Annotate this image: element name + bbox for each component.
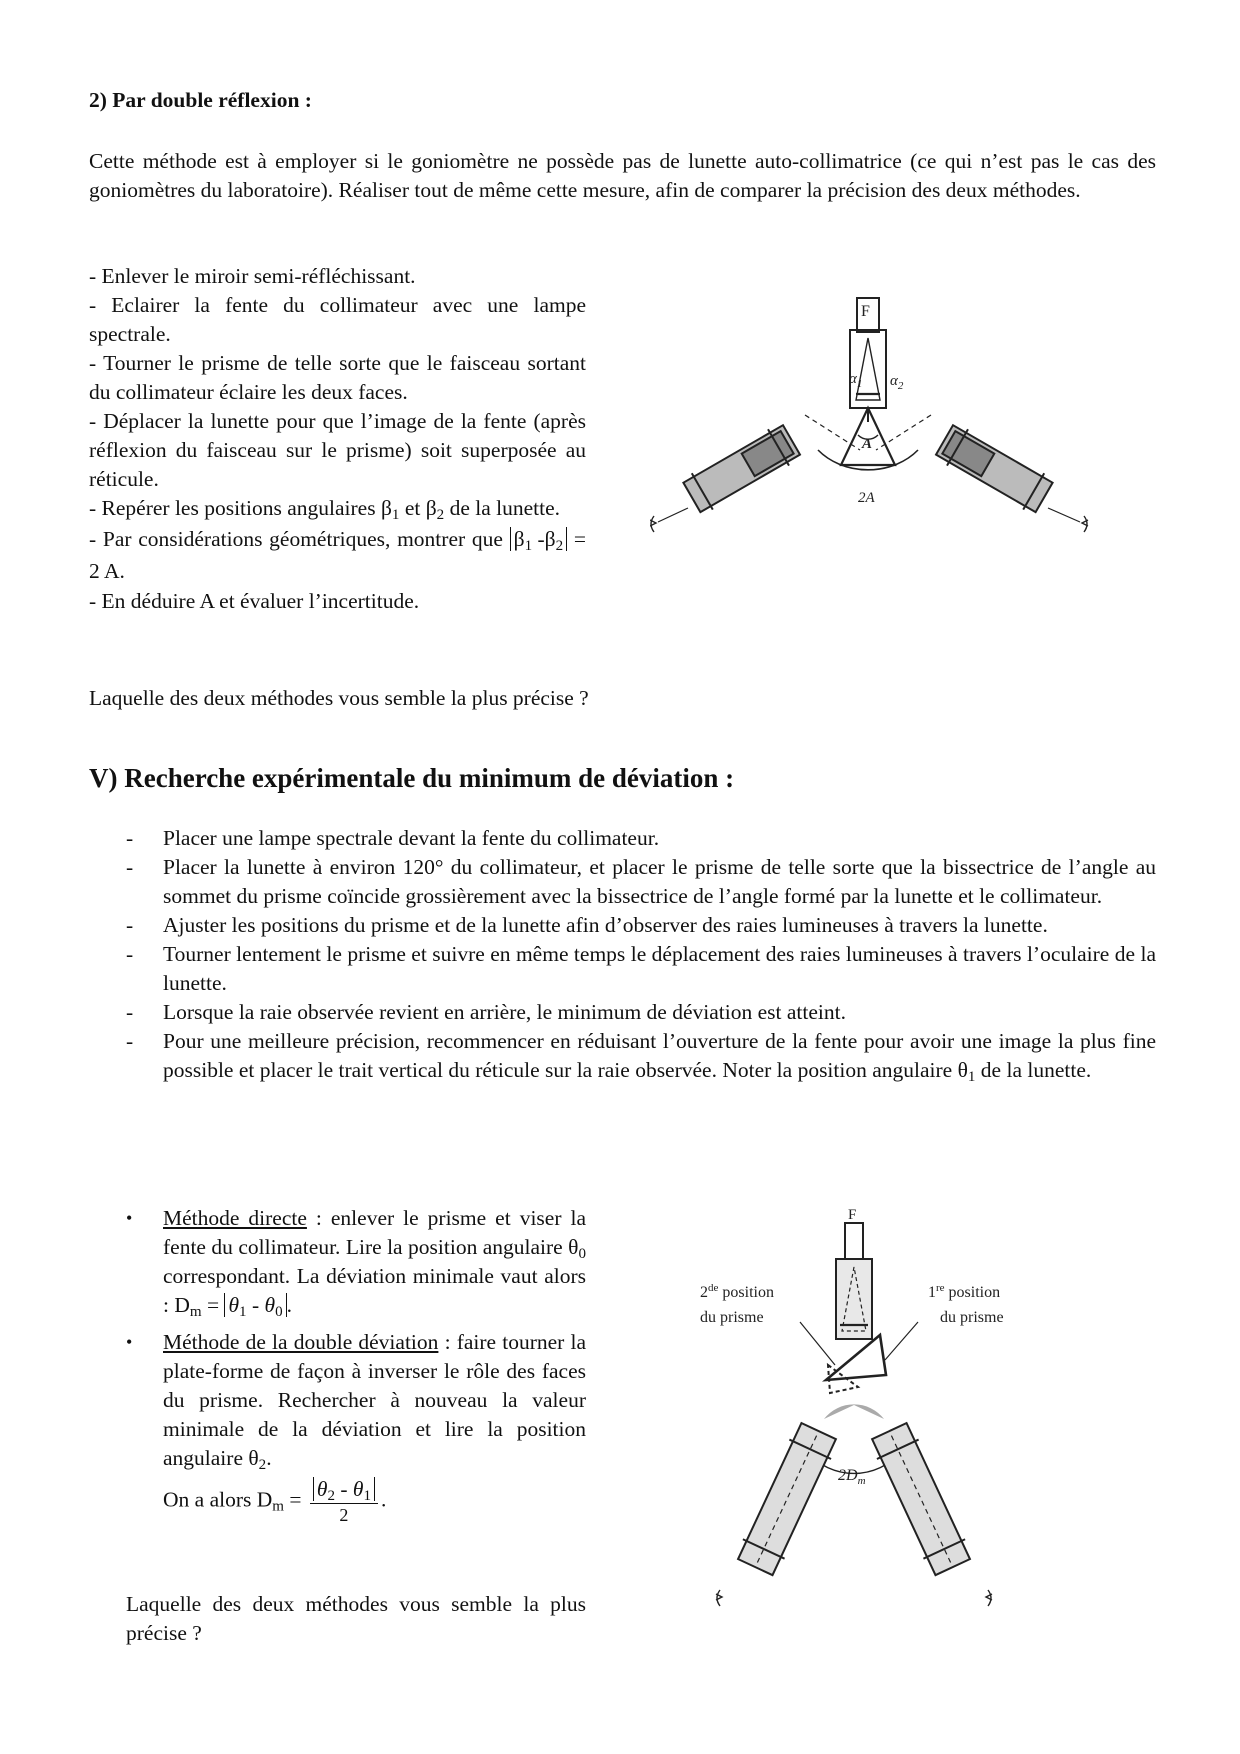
deviation-sector [824, 1404, 884, 1419]
step-turn-prism: - Tourner le prisme de telle sorte que le faisceau sortant du collimateur éclaire les deux faces. [89, 351, 586, 404]
telescope-left [681, 422, 802, 516]
collimator2-slit-box [845, 1223, 863, 1261]
deviation-step-5: - Lorsque la raie observée revient en arrière, le minimum de déviation est atteint. [126, 1000, 846, 1024]
collimator-cone [856, 338, 880, 400]
step-beta-positions: - Repérer les positions angulaires $\beta_1$ et $\beta_2$ de la lunette. [89, 496, 561, 523]
fig2-label-pos2: 2de position [700, 1282, 774, 1301]
formula-double-deviation: On a alors $D_m$ = $\frac{\theta_2 - \theta_1}{2}$ . [163, 1477, 387, 1525]
methods-list [126, 1204, 586, 1526]
eye2-right-icon [986, 1590, 992, 1606]
fraction-theta: $\frac{\theta_2 - \theta_1}{2}$ [310, 1477, 378, 1526]
fig1-label-2A: 2A [858, 490, 875, 506]
step-deduce: - En déduire A et évaluer l’incertitude. [89, 589, 420, 613]
method-direct: • Méthode directe : enlever le prisme et viser la fente du collimateur. Lire la position angulaire $\theta_0$ correspondant. La déviation minimale vaut alors : $D_m = \theta_1 - \theta_0$ . [126, 1206, 586, 1320]
telescope-right [934, 422, 1055, 516]
prism-position-1 [826, 1335, 886, 1380]
fig2-label-pos1: 1re position [928, 1282, 1001, 1301]
deviation-step-2: - Placer la lunette à environ 120° du collimateur, et placer le prisme de telle sorte que la bissectrice de l’angle au sommet du prisme coïncide grossièrement avec la bissectrice de l’angle formé par la lunette et le collimateur. [126, 855, 1156, 908]
section-title-minimum-deviation: V) Recherche expérimentale du minimum de déviation : [89, 763, 735, 793]
fig2-label-F: F [848, 1207, 857, 1223]
fig2-label-pos1-prism: du prisme [940, 1309, 1004, 1326]
collimator-tube [850, 330, 886, 408]
deviation-step-4: - Tourner lentement le prisme et suivre en même temps le déplacement des raies lumineuses à travers l’oculaire de la lunette. [126, 942, 1156, 995]
normal-left [805, 415, 860, 450]
deviation-step-3: - Ajuster les positions du prisme et de la lunette afin d’observer des raies lumineuses à travers la lunette. [126, 913, 1048, 937]
fig2-label-pos2-prism: du prisme [700, 1309, 764, 1326]
arc-2A [818, 450, 918, 470]
sight-left [658, 508, 688, 522]
step-move-telescope: - Déplacer la lunette pour que l’image de la fente (après réflexion du faisceau sur le prisme) soit superposée au réticule. [89, 409, 586, 491]
question-1: Laquelle des deux méthodes vous semble la plus précise ? [89, 686, 589, 710]
abs-beta-difference: $\beta_1$ $-\beta_2$ [510, 527, 568, 551]
leader-pos1 [885, 1322, 918, 1360]
step-show-relation: - Par considérations géométriques, montrer que $\beta_1$ $-\beta_2 = 2$ A. [89, 527, 586, 583]
fig1-label-A: A [862, 436, 873, 452]
eye2-left-icon [716, 1590, 722, 1606]
method-double-deviation: • Méthode de la double déviation : faire tourner la plate-forme de façon à inverser le rôle des faces du prisme. Rechercher à nouveau la valeur minimale de la déviation et lire la position angulaire $\theta_2$. [126, 1330, 586, 1473]
question-2: Laquelle des deux méthodes vous semble la plus précise ? [126, 1592, 586, 1645]
section-title-double-reflexion: 2) Par double réflexion : [89, 88, 312, 112]
abs-theta1-theta0: $\theta_1 - \theta_0$ [224, 1293, 286, 1317]
deviation-step-1: - Placer une lampe spectrale devant la fente du collimateur. [126, 826, 660, 850]
figure-minimum-deviation [690, 1205, 1020, 1615]
deviation-steps-list [89, 824, 1156, 1085]
normal-right [876, 415, 931, 450]
figure-double-reflexion [650, 290, 1160, 580]
step-light-slit: - Eclairer la fente du collimateur avec une lampe spectrale. [89, 293, 586, 346]
eye-right-icon [1082, 516, 1088, 532]
fig1-label-F: F [861, 303, 870, 320]
telescope2-left [734, 1421, 839, 1576]
fig2-label-2Dm: $2D_m$ [838, 1467, 866, 1487]
fig1-label-alpha1: $\alpha_1$ [849, 371, 863, 390]
deviation-step-6: - Pour une meilleure précision, recommencer en réduisant l’ouverture de la fente pour avoir une image la plus fine possible et placer le trait vertical du réticule sur la raie observée. Noter la position angulaire $\theta_1$ de la lunette. [126, 1029, 1156, 1085]
sight-right [1048, 508, 1080, 522]
fig1-label-alpha2: $\alpha_2$ [890, 373, 904, 392]
telescope2-right [868, 1421, 973, 1576]
intro-paragraph: Cette méthode est à employer si le goniomètre ne possède pas de lunette auto-collimatrice (ce qui n’est pas le cas des goniomètres du laboratoire). Réaliser tout de même cette mesure, afin de comparer la précision des deux méthodes. [89, 149, 1156, 202]
leader-pos2 [800, 1322, 835, 1365]
eye-left-icon [650, 516, 656, 532]
collimator2-tube [836, 1259, 872, 1339]
step-remove-mirror: - Enlever le miroir semi-réfléchissant. [89, 264, 416, 288]
steps-column [89, 262, 586, 616]
